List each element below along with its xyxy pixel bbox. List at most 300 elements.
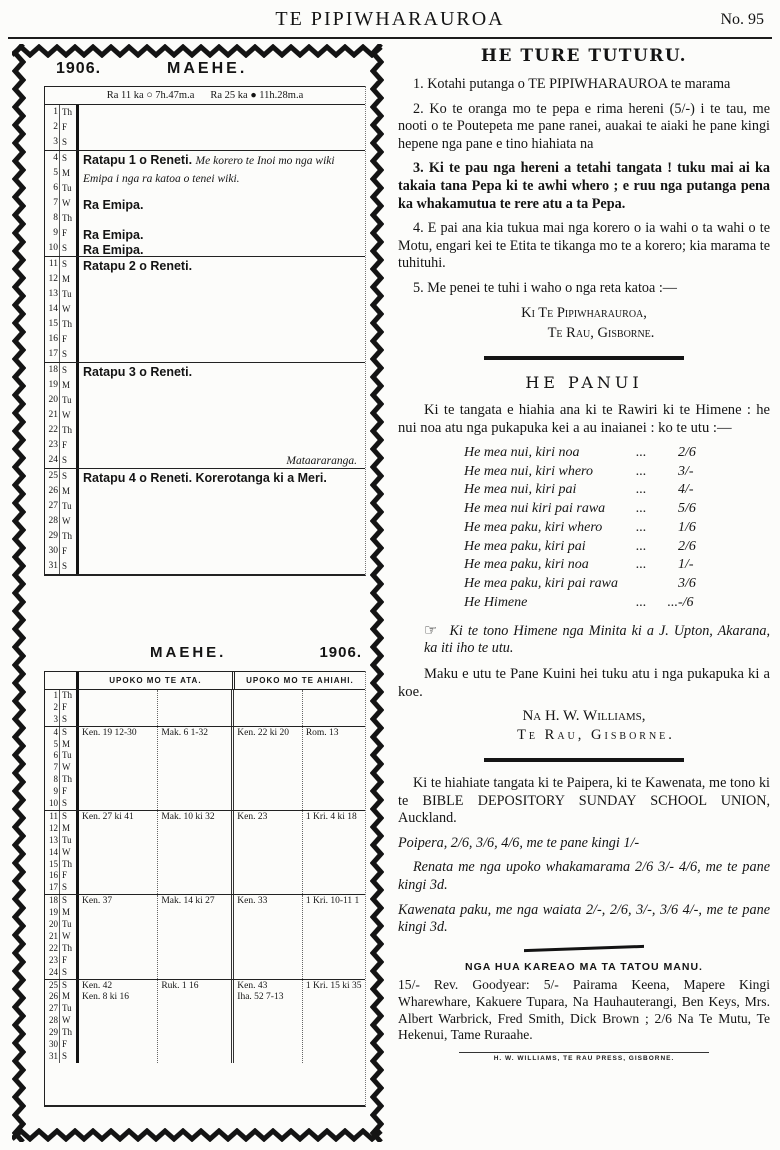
day-number: 15: [49, 858, 58, 869]
price-leader: ...: [636, 519, 647, 535]
week-content: [76, 980, 365, 1063]
zigzag-border-bottom: [12, 1128, 384, 1142]
day-row: [45, 907, 76, 919]
reading-cell: [231, 895, 302, 978]
section-heading-panui: HE PANUI: [525, 372, 643, 392]
day-number: 14: [49, 846, 58, 857]
day-row: [45, 1027, 76, 1039]
price-item: He Himene: [464, 594, 528, 610]
day-column: [45, 690, 76, 726]
day-letter: W: [59, 302, 76, 317]
section-divider: [484, 758, 684, 762]
day-letter: F: [59, 1039, 76, 1051]
moon-phase-note: [45, 86, 365, 105]
postal-address-line-1: Ki Te Pipiwharauroa,: [521, 304, 647, 321]
day-letter: F: [59, 702, 76, 714]
day-row: [45, 739, 76, 751]
entry-title: Ratapu 1 o Reneti.: [83, 153, 196, 167]
day-column: [45, 895, 76, 978]
calendar-entry: [83, 196, 363, 214]
day-number: 27: [48, 501, 58, 511]
day-number: 3: [53, 713, 58, 724]
reading-ref: Ken. 8 ki 16: [82, 991, 129, 1002]
calendar-week: [45, 256, 365, 362]
price-value: 3/-: [678, 463, 694, 479]
postage-note: Maku e utu te Pane Kuini hei tuku atu i nga pukapuka ki a koe.: [398, 665, 770, 700]
day-letter: S: [59, 811, 76, 823]
entry-title: Ra Emipa.: [83, 243, 144, 257]
day-number: 24: [48, 455, 58, 465]
day-row: [45, 484, 76, 499]
day-row: [45, 332, 76, 347]
calendar-panel: [12, 44, 384, 1142]
day-letter: Tu: [59, 393, 76, 408]
day-number: 2: [53, 122, 58, 132]
day-number: 2: [53, 701, 58, 712]
reading-cell: [157, 727, 231, 810]
day-number: 17: [48, 349, 58, 359]
bible-price-line-2: Renata me nga upoko whakamarama 2/6 3/- 4/6, me te pane kingi 3d.: [398, 859, 770, 894]
price-leader: ...: [636, 444, 647, 460]
day-letter: W: [59, 196, 76, 211]
day-row: [45, 955, 76, 967]
day-letter: M: [59, 484, 76, 499]
rule-item-1: 1. Kotahi putanga o TE PIPIWHARAUROA te marama: [413, 76, 731, 92]
day-number: 1: [53, 107, 58, 117]
price-item: He mea paku, kiri noa: [464, 557, 589, 573]
day-row: [45, 378, 76, 393]
day-number: 19: [48, 380, 58, 390]
day-letter: Tu: [59, 835, 76, 847]
reading-ref: Ken. 33: [237, 896, 268, 907]
day-number: 21: [49, 930, 58, 941]
calendar-week: [45, 362, 365, 468]
day-number: 14: [48, 304, 58, 314]
day-letter: F: [59, 955, 76, 967]
day-row: [45, 499, 76, 514]
day-column: [45, 151, 76, 256]
price-item: He mea nui, kiri pai: [464, 482, 577, 498]
text-column: [398, 46, 770, 1062]
week-content: [76, 151, 365, 256]
day-number: 18: [49, 895, 58, 906]
day-letter: F: [59, 226, 76, 241]
week-content: [76, 690, 365, 726]
imprint-text: H. W. WILLIAMS, TE RAU PRESS, GISBORNE.: [493, 1055, 675, 1063]
day-letter: S: [59, 453, 76, 468]
day-letter: S: [59, 469, 76, 484]
section-heading-kareao: NGA HUA KAREAO MA TA TATOU MANU.: [465, 960, 703, 973]
day-letter: Tu: [59, 919, 76, 931]
reading-cell: [302, 811, 365, 894]
reading-ref: Mak. 6 1-32: [161, 727, 209, 738]
day-number: 10: [48, 243, 58, 253]
day-letter: M: [59, 823, 76, 835]
hand-note-text: Ki te tono Himene nga Minita ki a J. Upton, Akarana, ka iti iho te utu.: [424, 622, 770, 657]
calendar-entry: [83, 469, 363, 487]
week-content: [76, 895, 365, 978]
subscriptions-list: 15/- Rev. Goodyear: 5/- Pairama Keena, Mapere Kingi Wharewhare, Kakuere Tupara, Na Hauhauterangi, Ben Keys, Mrs. Albert Warbrick, Fred Smith, Dick Brown ; 2/6 Na Te Mutu, Te Hekenui, Tame Ruraahe.: [398, 976, 770, 1043]
postal-address-line-2: Te Rau, Gisborne.: [547, 324, 655, 341]
reading-ref: Mak. 14 ki 27: [161, 896, 215, 907]
day-letter: Th: [59, 774, 76, 786]
reading-ref: Ken. 37: [82, 896, 113, 907]
masthead-rule: [8, 37, 772, 39]
pointing-hand-icon: ☞: [424, 620, 438, 639]
day-letter: Th: [59, 943, 76, 955]
price-row: [464, 538, 770, 557]
day-letter: W: [59, 514, 76, 529]
day-row: [45, 1003, 76, 1015]
day-letter: Th: [59, 859, 76, 871]
page-title: TE PIPIWHARAUROA: [275, 8, 505, 30]
price-row: [464, 463, 770, 482]
day-letter: W: [59, 762, 76, 774]
calendar-upper-table: [44, 86, 366, 576]
reading-ref: Ken. 19 12-30: [82, 727, 137, 738]
day-row: [45, 257, 76, 272]
column-header-evening: UPOKO MO TE AHIAHI.: [232, 672, 365, 689]
day-row: [45, 393, 76, 408]
day-row: [45, 762, 76, 774]
price-value: 1/-: [678, 557, 694, 573]
day-number: 26: [49, 991, 58, 1002]
imprint-rule: [459, 1052, 709, 1053]
day-row: [45, 859, 76, 871]
reading-ref: Mak. 10 ki 32: [161, 811, 215, 822]
day-number: 30: [49, 1039, 58, 1050]
reading-ref: 1 Kri. 15 ki 35: [305, 980, 362, 991]
flourish-divider: [524, 947, 644, 953]
day-number: 9: [53, 786, 58, 797]
flourish-bar: [524, 945, 644, 952]
day-letter: F: [59, 544, 76, 559]
entry-title: Ratapu 4 o Reneti. Korerotanga ki a Meri.: [83, 471, 327, 485]
price-value: 1/6: [678, 519, 696, 535]
day-letter: Th: [59, 317, 76, 332]
day-letter: S: [59, 798, 76, 810]
calendar-month: MAEHE.: [150, 644, 227, 661]
price-value: 5/6: [678, 501, 696, 517]
reading-ref: Rom. 13: [305, 727, 339, 738]
price-row: [464, 481, 770, 500]
day-row: [45, 714, 76, 726]
week-content: [76, 811, 365, 894]
day-number: 3: [53, 137, 58, 147]
day-letter: M: [59, 166, 76, 181]
reading-cell: [231, 727, 302, 810]
reading-cell: [157, 980, 231, 1063]
day-number: 31: [49, 1050, 58, 1061]
day-number: 22: [49, 942, 58, 953]
day-letter: M: [59, 739, 76, 751]
calendar-entry: [83, 257, 363, 275]
price-leader: ...: [636, 501, 647, 517]
day-letter: W: [59, 847, 76, 859]
day-letter: F: [59, 120, 76, 135]
day-row: [45, 196, 76, 211]
week-content: [76, 363, 365, 468]
day-row: [45, 727, 76, 739]
printer-imprint: [398, 1052, 770, 1062]
reading-table-header: [45, 671, 365, 690]
price-row: [464, 594, 770, 613]
day-number: 6: [53, 183, 58, 193]
day-number: 8: [53, 774, 58, 785]
day-row: [45, 870, 76, 882]
bible-price-line-3: Kawenata paku, me nga waiata 2/-, 2/6, 3/-, 3/6 4/-, me te pane kingi 3d.: [398, 901, 770, 936]
day-row: [45, 151, 76, 166]
signature-place: Te Rau, Gisborne.: [517, 727, 675, 744]
price-leader: ...: [636, 482, 647, 498]
day-number: 20: [49, 919, 58, 930]
day-letter: Th: [59, 529, 76, 544]
calendar-month: MAEHE.: [167, 60, 248, 77]
calendar-week: [45, 810, 365, 894]
day-letter: S: [59, 241, 76, 256]
calendar-upper-title: [38, 60, 370, 78]
day-letter: S: [59, 347, 76, 362]
week-content: [76, 469, 365, 574]
day-letter: S: [59, 882, 76, 894]
reading-ref: Ken. 42: [82, 980, 113, 991]
day-number: 16: [49, 870, 58, 881]
day-row: [45, 750, 76, 762]
price-leader: ... ...: [636, 594, 678, 610]
day-row: [45, 774, 76, 786]
reading-cell: [302, 980, 365, 1063]
day-row: [45, 991, 76, 1003]
day-letter: Th: [59, 211, 76, 226]
day-row: [45, 931, 76, 943]
day-letter: M: [59, 907, 76, 919]
day-row: [45, 272, 76, 287]
day-row: [45, 423, 76, 438]
price-item: He mea paku, kiri pai rawa: [464, 576, 618, 592]
bible-price-line-1: Poipera, 2/6, 3/6, 4/6, me te pane kingi 1/-: [398, 834, 640, 851]
minister-discount-note: [398, 621, 770, 658]
day-letter: S: [59, 714, 76, 726]
calendar-week: [45, 468, 365, 574]
price-row: [464, 575, 770, 594]
day-number: 29: [49, 1027, 58, 1038]
reading-cell: [231, 980, 302, 1063]
day-number: 7: [53, 198, 58, 208]
entry-title: Ratapu 3 o Reneti.: [83, 365, 193, 379]
day-letter: Tu: [59, 1003, 76, 1015]
day-letter: F: [59, 786, 76, 798]
calendar-lower-table: [44, 671, 366, 1107]
price-row: [464, 500, 770, 519]
day-row: [45, 823, 76, 835]
day-letter: Th: [59, 690, 76, 702]
entry-note: Me korero te Inoi mo nga wiki Emipa i nga ra katoa o tenei wiki.: [83, 155, 335, 185]
reading-ref: Ruk. 1 16: [161, 980, 199, 991]
day-row: [45, 1015, 76, 1027]
day-number: 6: [53, 750, 58, 761]
day-column: [45, 811, 76, 894]
week-content: [76, 257, 365, 362]
day-number: 13: [49, 834, 58, 845]
day-number: 18: [48, 365, 58, 375]
day-letter: S: [59, 363, 76, 378]
zigzag-border-left: [12, 44, 26, 1142]
reading-cell: [79, 811, 157, 894]
day-number: 12: [49, 822, 58, 833]
day-letter: M: [59, 991, 76, 1003]
day-letter: M: [59, 378, 76, 393]
reading-cell: [157, 690, 231, 726]
day-row: [45, 786, 76, 798]
entry-title: Ratapu 2 o Reneti.: [83, 259, 193, 273]
week-content: [76, 727, 365, 810]
day-letter: Th: [59, 423, 76, 438]
day-row: [45, 943, 76, 955]
day-letter: F: [59, 438, 76, 453]
calendar-year: 1906.: [56, 60, 102, 77]
day-row: [45, 967, 76, 979]
bible-depot-intro: Ki te hiahiate tangata ki te Paipera, ki te Kawenata, me tono ki te BIBLE DEPOSITORY SUNDAY SCHOOL UNION, Auckland.: [398, 775, 770, 827]
day-letter: S: [59, 895, 76, 907]
price-list: [464, 444, 770, 613]
day-row: [45, 895, 76, 907]
calendar-upper-weeks: [45, 105, 365, 574]
full-moon-note: Ra 11 ka ○ 7h.47m.a: [106, 90, 195, 101]
section-divider: [484, 356, 684, 360]
day-letter: S: [59, 151, 76, 166]
rule-item-4: 4. E pai ana kia tukua mai nga korero o ia wahi o ta wahi o te Motu, engari kei te Etita te tikanga mo te a korero; kia marama te tuhituhi.: [398, 220, 770, 272]
day-row: [45, 453, 76, 468]
price-value: -/6: [678, 594, 694, 610]
reading-cell: [79, 895, 157, 978]
day-letter: S: [59, 257, 76, 272]
day-letter: W: [59, 931, 76, 943]
day-letter: W: [59, 408, 76, 423]
reading-cell: [302, 895, 365, 978]
reading-cell: [231, 811, 302, 894]
day-row: [45, 105, 76, 120]
day-row: [45, 847, 76, 859]
masthead: [0, 6, 780, 40]
calendar-lower-weeks: [45, 690, 365, 1063]
day-number: 15: [48, 319, 58, 329]
reading-cell: [79, 690, 157, 726]
day-row: [45, 811, 76, 823]
day-row: [45, 438, 76, 453]
reading-ref: Ken. 27 ki 41: [82, 811, 134, 822]
day-row: [45, 514, 76, 529]
day-number: 11: [48, 259, 58, 269]
price-item: He mea nui kiri pai rawa: [464, 501, 606, 517]
day-row: [45, 287, 76, 302]
day-letter: S: [59, 967, 76, 979]
week-content: [76, 105, 365, 150]
day-number: 28: [48, 516, 58, 526]
day-number: 25: [48, 471, 58, 481]
reading-ref: Ken. 22 ki 20: [237, 727, 289, 738]
rule-item-5: 5. Me penei te tuhi i waho o nga reta katoa :—: [413, 280, 677, 297]
day-column: [45, 980, 76, 1063]
day-row: [45, 919, 76, 931]
price-item: He mea nui, kiri noa: [464, 444, 580, 460]
calendar-week: [45, 726, 365, 810]
day-row: [45, 702, 76, 714]
new-moon-note: Ra 25 ka ● 11h.28m.a: [210, 90, 304, 101]
calendar-year: 1906.: [319, 644, 362, 661]
day-number: 12: [48, 274, 58, 284]
day-row: [45, 181, 76, 196]
day-letter: M: [59, 272, 76, 287]
day-row: [45, 1039, 76, 1051]
calendar-week: [45, 979, 365, 1063]
day-row: [45, 241, 76, 256]
day-number: 4: [53, 153, 58, 163]
day-row: [45, 347, 76, 362]
entry-corner-note: Mataararanga.: [286, 455, 357, 467]
day-letter: S: [59, 559, 76, 574]
day-number: 24: [49, 966, 58, 977]
day-row: [45, 529, 76, 544]
day-number: 22: [48, 425, 58, 435]
day-number: 16: [48, 334, 58, 344]
day-number: 5: [53, 738, 58, 749]
day-number: 11: [49, 810, 58, 821]
day-number: 10: [49, 798, 58, 809]
day-row: [45, 469, 76, 484]
day-number: 7: [53, 762, 58, 773]
zigzag-border-top: [12, 44, 384, 58]
day-row: [45, 980, 76, 992]
day-letter: F: [59, 870, 76, 882]
day-number: 19: [49, 907, 58, 918]
day-number: 26: [48, 486, 58, 496]
day-row: [45, 408, 76, 423]
calendar-entry: [83, 151, 363, 187]
panui-intro: Ki te tangata e hiahia ana ki te Rawiri ki te Himene : he nui noa atu nga pukapuka kei a au inaianei : ko te utu :—: [398, 401, 770, 436]
day-row: [45, 302, 76, 317]
price-row: [464, 556, 770, 575]
price-item: He mea paku, kiri pai: [464, 538, 586, 554]
day-number: 17: [49, 882, 58, 893]
day-row: [45, 1051, 76, 1063]
price-item: He mea nui, kiri whero: [464, 463, 593, 479]
day-row: [45, 166, 76, 181]
price-value: 2/6: [678, 538, 696, 554]
calendar-week: [45, 150, 365, 256]
day-letter: Th: [59, 105, 76, 120]
day-column: [45, 727, 76, 810]
calendar-week: [45, 894, 365, 978]
reading-ref: Iha. 52 7-13: [237, 991, 284, 1002]
calendar-lower: [38, 644, 370, 1107]
day-number: 4: [53, 726, 58, 737]
price-leader: ...: [636, 538, 647, 554]
entry-title: Ra Emipa.: [83, 198, 144, 212]
day-number: 31: [48, 561, 58, 571]
calendar-upper: [38, 60, 370, 576]
day-number: 21: [48, 410, 58, 420]
reading-ref: 1 Kri. 10-11 1: [305, 896, 360, 907]
reading-cell: [302, 727, 365, 810]
day-number: 25: [49, 979, 58, 990]
day-letter: Th: [59, 1027, 76, 1039]
day-row: [45, 211, 76, 226]
reading-cell: [79, 980, 157, 1063]
day-letter: S: [59, 135, 76, 150]
day-letter: S: [59, 980, 76, 992]
reading-ref: 1 Kri. 4 ki 18: [305, 811, 357, 822]
day-number: 8: [53, 213, 58, 223]
